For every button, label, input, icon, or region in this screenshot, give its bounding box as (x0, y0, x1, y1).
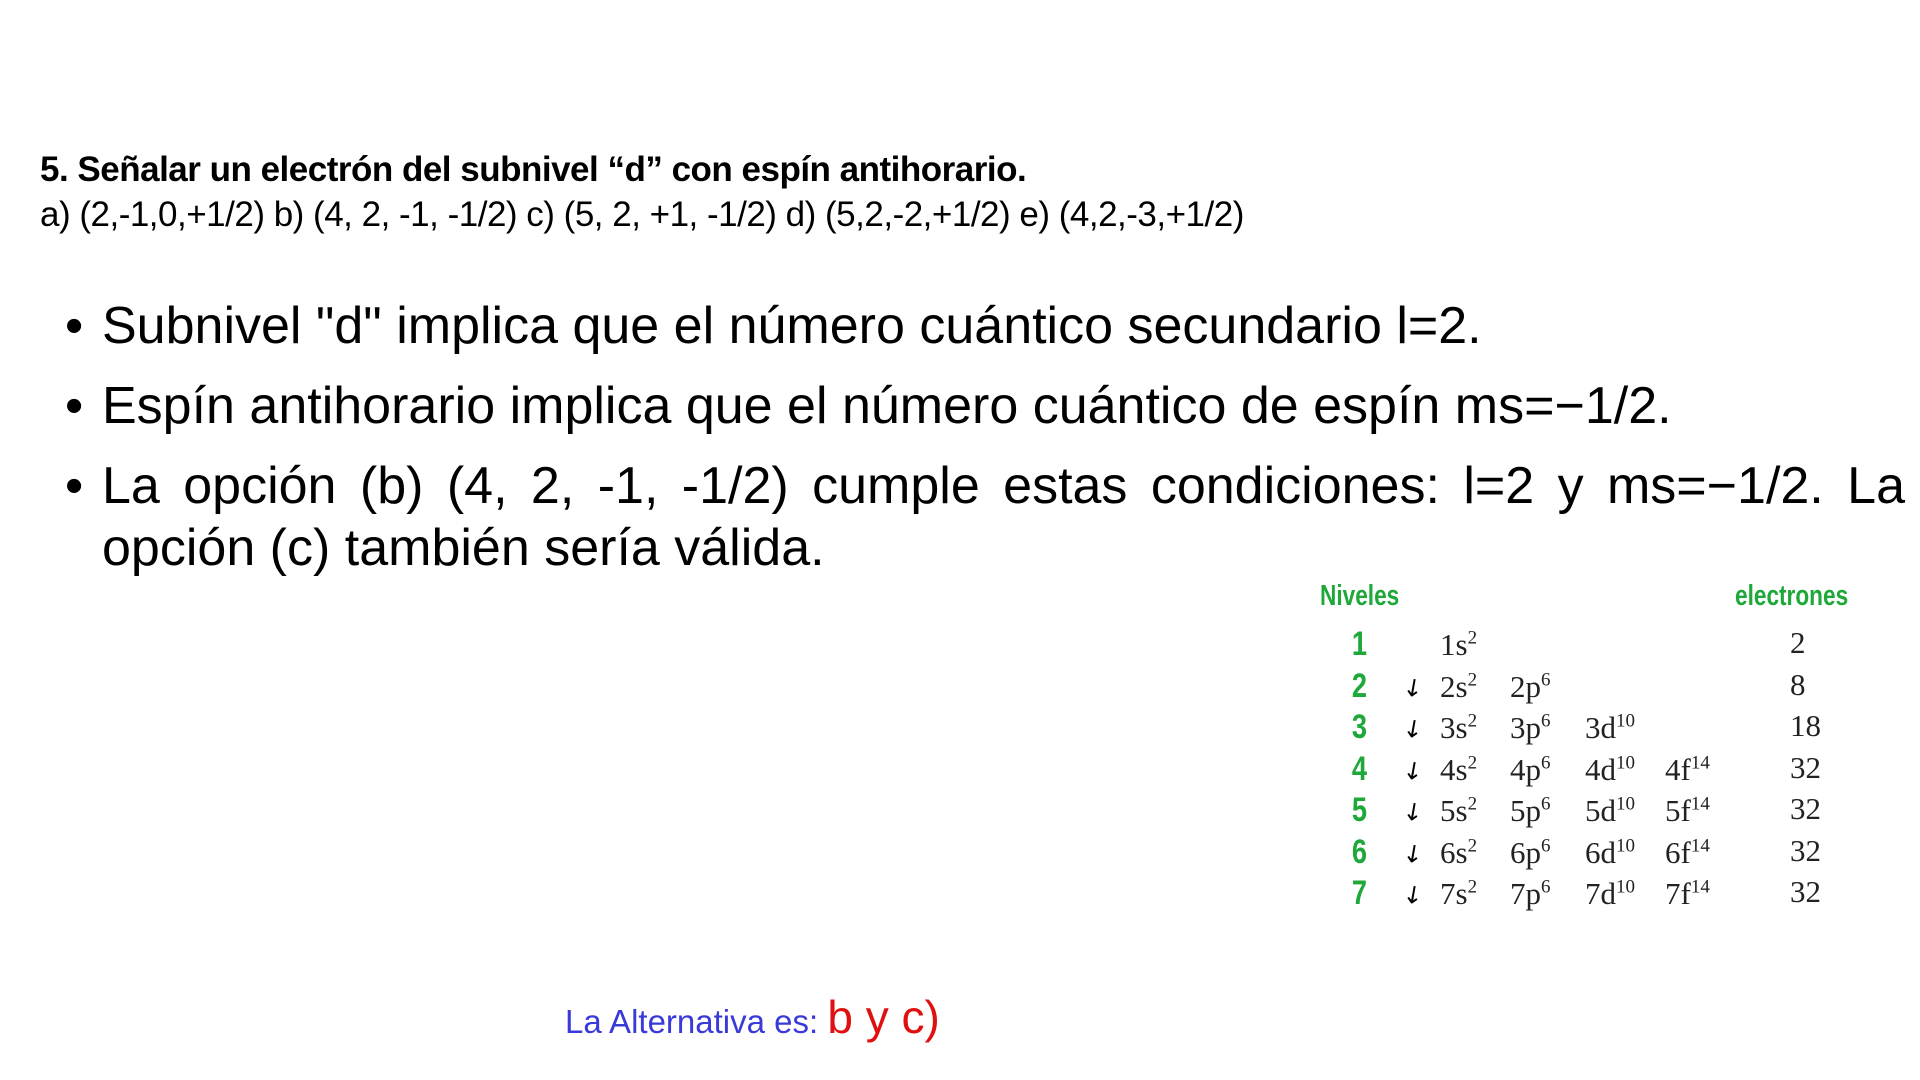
orbital-capacity: 6 (1541, 835, 1551, 857)
level-number: 6 (1351, 832, 1368, 871)
orbital-label: 4f (1665, 751, 1691, 787)
orbital-capacity: 2 (1467, 793, 1478, 815)
aufbau-diagram (1315, 580, 1895, 930)
orbital-capacity: 10 (1616, 710, 1635, 732)
bullet-item (65, 455, 1905, 579)
orbital-capacity: 10 (1616, 752, 1635, 774)
orbital-capacity: 14 (1690, 835, 1710, 857)
orbital-capacity: 10 (1616, 876, 1635, 898)
orbital-capacity: 2 (1467, 710, 1478, 732)
bullet-item (65, 295, 1905, 357)
orbital-label: 7p (1510, 876, 1541, 911)
orbital-label: 4p (1510, 751, 1541, 787)
orbital-label: 3p (1510, 710, 1541, 745)
levels-header: Niveles (1320, 580, 1400, 612)
orbital-capacity: 14 (1690, 793, 1710, 815)
orbital-capacity: 2 (1467, 752, 1478, 774)
diagonal-arrow-icon: ↙ (1397, 795, 1430, 829)
orbital-label: 3s (1440, 710, 1468, 745)
answer (565, 990, 940, 1044)
orbital-label: 3d (1585, 710, 1616, 745)
orbital (1665, 876, 1710, 912)
level-number: 2 (1351, 666, 1368, 705)
orbital-label: 2p (1510, 668, 1541, 704)
orbital (1510, 669, 1551, 705)
electron-count: 32 (1790, 791, 1821, 826)
orbital-capacity: 6 (1541, 710, 1551, 732)
electron-count: 32 (1790, 874, 1821, 909)
diagonal-arrow-icon: ↙ (1397, 753, 1430, 787)
orbital (1440, 793, 1477, 829)
orbital-label: 7d (1585, 876, 1616, 911)
level-number: 3 (1351, 708, 1368, 746)
answer-label: La Alternativa es: (565, 1003, 828, 1040)
orbital-label: 5s (1440, 793, 1468, 828)
bullet-icon: • (65, 377, 84, 435)
orbital (1665, 793, 1710, 829)
question-title: 5. Señalar un electrón del subnivel “d” con espín antihorario. (40, 150, 1027, 189)
orbital-label: 5p (1510, 793, 1541, 828)
orbital (1510, 793, 1551, 829)
orbital-label: 6p (1510, 834, 1541, 870)
bullet-text: Espín antihorario implica que el número cuántico de espín ms=−1/2. (102, 377, 1672, 435)
orbital-label: 4d (1585, 751, 1616, 787)
orbital-label: 7s (1440, 876, 1468, 911)
bullet-item (65, 375, 1905, 437)
orbital (1585, 876, 1635, 912)
electrons-header: electrones (1735, 580, 1849, 612)
orbital (1585, 793, 1635, 829)
orbital-capacity: 2 (1467, 669, 1478, 691)
explanation-list (65, 295, 1905, 597)
orbital-label: 6d (1585, 834, 1616, 870)
orbital (1440, 835, 1477, 871)
orbital-capacity: 6 (1541, 793, 1551, 815)
bullet-text: Subnivel "d" implica que el número cuántico secundario l=2. (102, 297, 1482, 355)
orbital-label: 6s (1440, 834, 1468, 870)
orbital-capacity: 2 (1467, 627, 1478, 649)
electron-count: 18 (1790, 708, 1821, 743)
orbital-capacity: 2 (1467, 876, 1478, 898)
orbital (1510, 835, 1551, 871)
orbital-label: 6f (1665, 834, 1691, 870)
level-number: 4 (1351, 749, 1368, 788)
orbital (1510, 710, 1551, 746)
electron-count: 2 (1790, 625, 1806, 660)
orbital-capacity: 10 (1616, 793, 1635, 815)
orbital-label: 2s (1440, 668, 1468, 704)
question-options: a) (2,-1,0,+1/2) b) (4, 2, -1, -1/2) c) (5, 2, +1, -1/2) d) (5,2,-2,+1/2) e) (4,2,-3,+1/2) (40, 195, 1244, 234)
orbital (1585, 752, 1635, 788)
bullet-text: La opción (b) (4, 2, -1, -1/2) cumple estas condiciones: l=2 y ms=−1/2. La opción (c) también sería válida. (102, 457, 1905, 577)
orbital-capacity: 2 (1467, 835, 1478, 857)
orbital-capacity: 14 (1690, 752, 1710, 774)
orbital (1665, 752, 1710, 788)
diagonal-arrow-icon: ↙ (1397, 878, 1430, 912)
orbital-label: 5f (1665, 793, 1691, 828)
orbital-label: 7f (1665, 876, 1691, 911)
bullet-icon: • (65, 457, 84, 515)
bullet-icon: • (65, 297, 84, 355)
orbital (1585, 835, 1635, 871)
answer-value: b y c) (827, 991, 940, 1043)
electron-count: 32 (1790, 832, 1821, 868)
level-number: 1 (1351, 625, 1368, 663)
orbital-capacity: 6 (1541, 752, 1551, 774)
orbital (1440, 627, 1477, 663)
orbital (1585, 710, 1635, 746)
orbital-label: 5d (1585, 793, 1616, 828)
orbital (1510, 752, 1551, 788)
orbital-label: 1s (1440, 627, 1468, 662)
orbital-capacity: 14 (1690, 876, 1710, 898)
orbital-capacity: 10 (1616, 835, 1635, 857)
orbital (1440, 752, 1477, 788)
orbital (1440, 876, 1477, 912)
orbital (1440, 710, 1477, 746)
level-number: 5 (1351, 791, 1368, 829)
orbital (1440, 669, 1477, 705)
orbital-capacity: 6 (1541, 669, 1551, 691)
orbital (1510, 876, 1551, 912)
diagonal-arrow-icon: ↙ (1397, 836, 1430, 870)
electron-count: 32 (1790, 749, 1821, 785)
orbital-capacity: 6 (1541, 876, 1551, 898)
orbital (1665, 835, 1710, 871)
orbital-label: 4s (1440, 751, 1468, 787)
electron-count: 8 (1790, 666, 1806, 702)
diagonal-arrow-icon: ↙ (1397, 670, 1430, 704)
level-number: 7 (1351, 874, 1368, 912)
diagonal-arrow-icon: ↙ (1397, 712, 1430, 746)
